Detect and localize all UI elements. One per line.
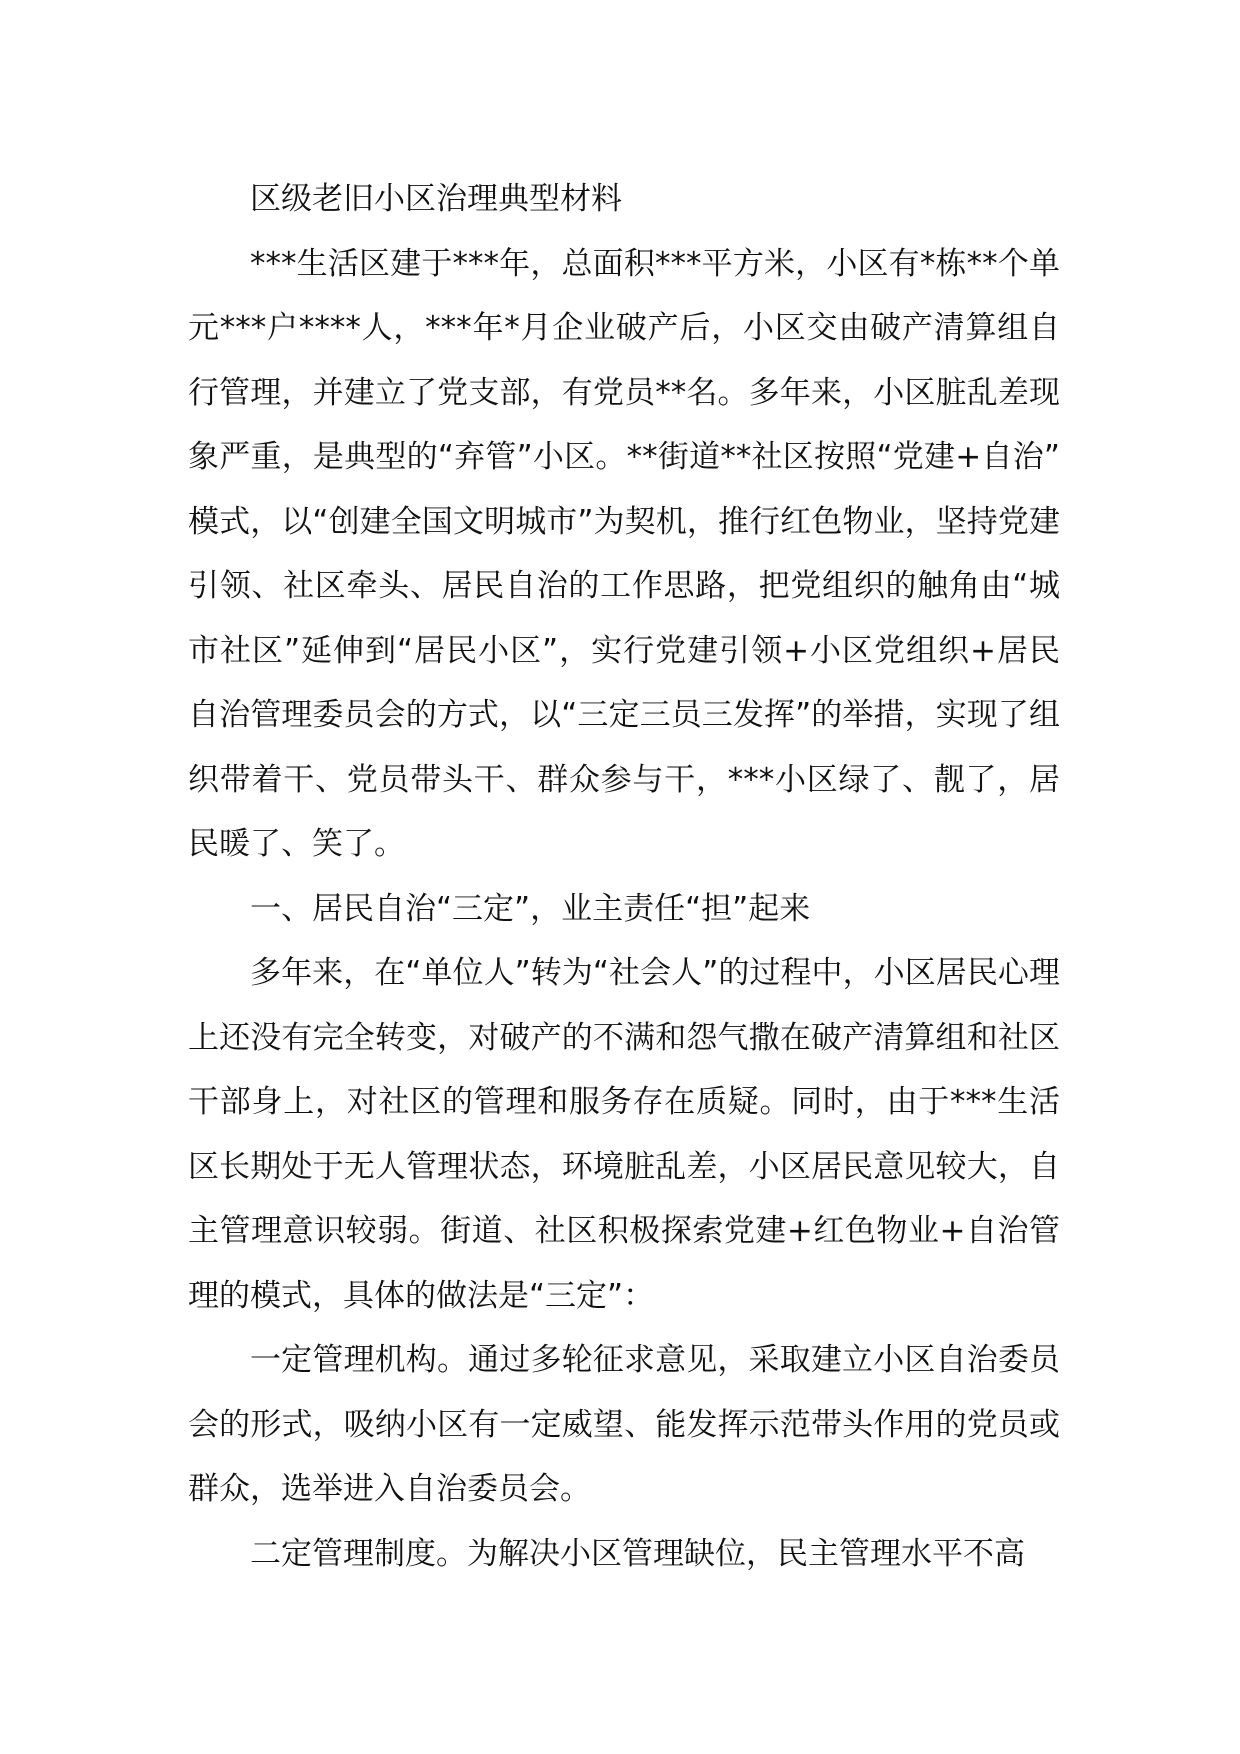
paragraph-background: 多年来，在“单位人”转为“社会人”的过程中，小区居民心理上还没有完全转变，对破产的不满和怨气撒在破产清算组和社区干部身上，对社区的管理和服务存在质疑。同时，由于***生活区长期处于无人管理状态，环境脏乱差，小区居民意见较大，自主管理意识较弱。街道、社区积极探索党建+红色物业+自治管理的模式，具体的做法是“三定”： bbox=[188, 955, 1060, 1314]
paragraph-intro: ***生活区建于***年，总面积***平方米，小区有*栋**个单元***户****人，***年*月企业破产后，小区交由破产清算组自行管理，并建立了党支部，有党员**名。多年来，小区脏乱差现象严重，是典型的“弃管”小区。**街道**社区按照“党建+自治”模式，以“创建全国文明城市”为契机，推行红色物业，坚持党建引领、社区牵头、居民自治的工作思路，把党组织的触角由“城市社区”延伸到“居民小区”，实行党建引领+小区党组织+居民自治管理委员会的方式，以“三定三员三发挥”的举措，实现了组织带着干、党员带头干、群众参与干，***小区绿了、靓了，居民暖了、笑了。 bbox=[188, 245, 1060, 862]
section-heading-1: 一、居民自治“三定”，业主责任“担”起来 bbox=[250, 890, 811, 927]
document-title: 区级老旧小区治理典型材料 bbox=[250, 181, 622, 217]
paragraph-second-measure: 二定管理制度。为解决小区管理缺位，民主管理水平不高 bbox=[250, 1535, 1025, 1572]
document-body bbox=[188, 167, 1060, 1586]
paragraph-first-measure: 一定管理机构。通过多轮征求意见，采取建立小区自治委员会的形式，吸纳小区有一定威望、能发挥示范带头作用的党员或群众，选举进入自治委员会。 bbox=[188, 1342, 1060, 1507]
